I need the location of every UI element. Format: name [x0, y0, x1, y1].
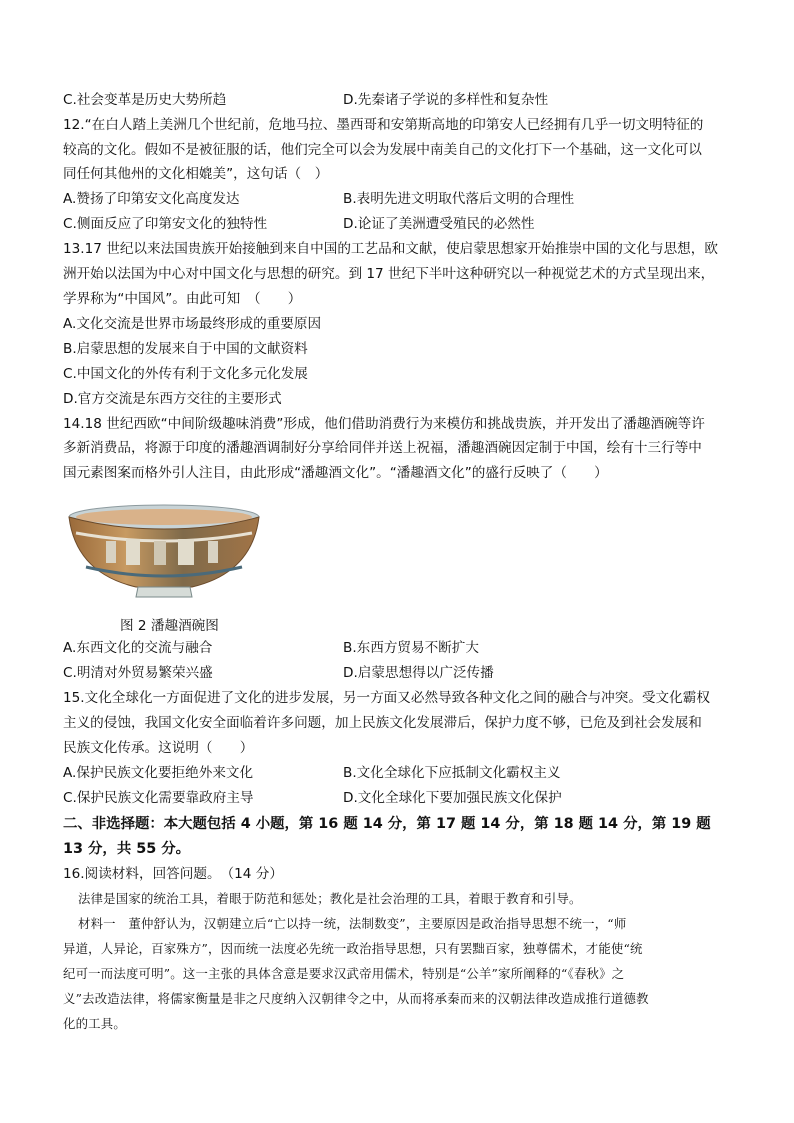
q15-stem-line2: 主义的侵蚀，我国文化安全面临着许多问题，加上民族文化发展滞后，保护力度不够，已危及到社会发展和 — [63, 715, 702, 731]
q11-option-d: D.先秦诸子学说的多样性和复杂性 — [343, 92, 549, 108]
q13-option-c: C.中国文化的外传有利于文化多元化发展 — [63, 366, 308, 382]
q14-stem-line3: 国元素图案而格外引人注目，由此形成“潘趣酒文化”。“潘趣酒文化”的盛行反映了（ ） — [63, 465, 608, 481]
material1-line2: 异道，人异论，百家殊方”，因而统一法度必先统一政治指导思想，只有罢黜百家，独尊儒术，才能使“统 — [63, 941, 643, 956]
q13-stem-line3: 学界称为“中国风”。由此可知 （ ） — [63, 291, 302, 307]
q16-stem: 16.阅读材料，回答问题。 （14 分） — [63, 866, 283, 882]
material-intro: 法律是国家的统治工具，着眼于防范和惩处；教化是社会治理的工具，着眼于教育和引导。 — [78, 891, 582, 906]
q13-stem-line2: 洲开始以法国为中心对中国文化与思想的研究。到 17 世纪下半叶这种研究以一种视觉艺术的方式呈现出来， — [63, 266, 715, 282]
section2-heading-line2: 13 分，共 55 分。 — [63, 841, 191, 857]
q12-stem-line1: 12.“在白人踏上美洲几个世纪前，危地马拉、墨西哥和安第斯高地的印第安人已经拥有几乎一切文明特征的 — [63, 117, 704, 133]
q12-option-d: D.论证了美洲遭受殖民的必然性 — [343, 216, 535, 232]
q15-option-a: A.保护民族文化要拒绝外来文化 — [63, 765, 254, 781]
punch-bowl-image — [66, 503, 262, 603]
q11-option-c: C.社会变革是历史大势所趋 — [63, 92, 227, 108]
q14-option-a: A.东西文化的交流与融合 — [63, 640, 213, 656]
q12-option-c: C.侧面反应了印第安文化的独特性 — [63, 216, 268, 232]
q13-option-a: A.文化交流是世界市场最终形成的重要原因 — [63, 316, 322, 332]
q13-stem-line1: 13.17 世纪以来法国贵族开始接触到来自中国的工艺品和文献，使启蒙思想家开始推崇中国的文化与思想，欧 — [63, 241, 718, 257]
q12-stem-line2: 较高的文化。假如不是被征服的话，他们完全可以会为发展中南美自己的文化打下一个基础，这一文化可以 — [63, 142, 702, 158]
q14-option-c: C.明清对外贸易繁荣兴盛 — [63, 665, 213, 681]
material1-line1: 材料一 董仲舒认为，汉朝建立后“亡以持一统，法制数变”，主要原因是政治指导思想不统一，“师 — [78, 916, 627, 931]
q15-option-d: D.文化全球化下要加强民族文化保护 — [343, 790, 562, 806]
material1-line4: 义”去改造法律，将儒家衡量是非之尺度纳入汉朝律令之中，从而将承秦而来的汉朝法律改造成推行道德教 — [63, 991, 649, 1006]
q14-option-b: B.东西方贸易不断扩大 — [343, 640, 479, 656]
q15-option-b: B.文化全球化下应抵制文化霸权主义 — [343, 765, 561, 781]
q13-option-b: B.启蒙思想的发展来自于中国的文献资料 — [63, 341, 308, 357]
q14-stem-line2: 多新消费品，将源于印度的潘趣酒调制好分享给同伴并送上祝福，潘趣酒碗因定制于中国，绘有十三行等中 — [63, 440, 702, 456]
q12-stem-line3: 同任何其他州的文化相媲美”，这句话（ ） — [63, 166, 329, 182]
material1-line3: 纪可一而法度可明”。这一主张的具体含意是要求汉武帝用儒术，特别是“公羊”家所阐释的“《春秋》之 — [63, 966, 625, 981]
q14-option-d: D.启蒙思想得以广泛传播 — [343, 665, 494, 681]
section2-heading-line1: 二、非选择题：本大题包括 4 小题，第 16 题 14 分，第 17 题 14 分，第 18 题 14 分，第 19 题 — [63, 816, 711, 832]
q12-option-a: A.赞扬了印第安文化高度发达 — [63, 191, 240, 207]
q12-option-b: B.表明先进文明取代落后文明的合理性 — [343, 191, 575, 207]
material1-line5: 化的工具。 — [63, 1016, 126, 1031]
punch-bowl-illustration — [66, 503, 262, 603]
q15-stem-line3: 民族文化传承。这说明（ ） — [63, 740, 254, 756]
q13-option-d: D.官方交流是东西方交往的主要形式 — [63, 391, 282, 407]
q14-stem-line1: 14.18 世纪西欧“中间阶级趣味消费”形成，他们借助消费行为来模仿和挑战贵族，并开发出了潘趣酒碗等许 — [63, 416, 705, 432]
figure-caption: 图 2 潘趣酒碗图 — [120, 618, 219, 634]
q15-option-c: C.保护民族文化需要靠政府主导 — [63, 790, 254, 806]
q15-stem-line1: 15.文化全球化一方面促进了文化的进步发展，另一方面又必然导致各种文化之间的融合与冲突。受文化霸权 — [63, 690, 710, 706]
